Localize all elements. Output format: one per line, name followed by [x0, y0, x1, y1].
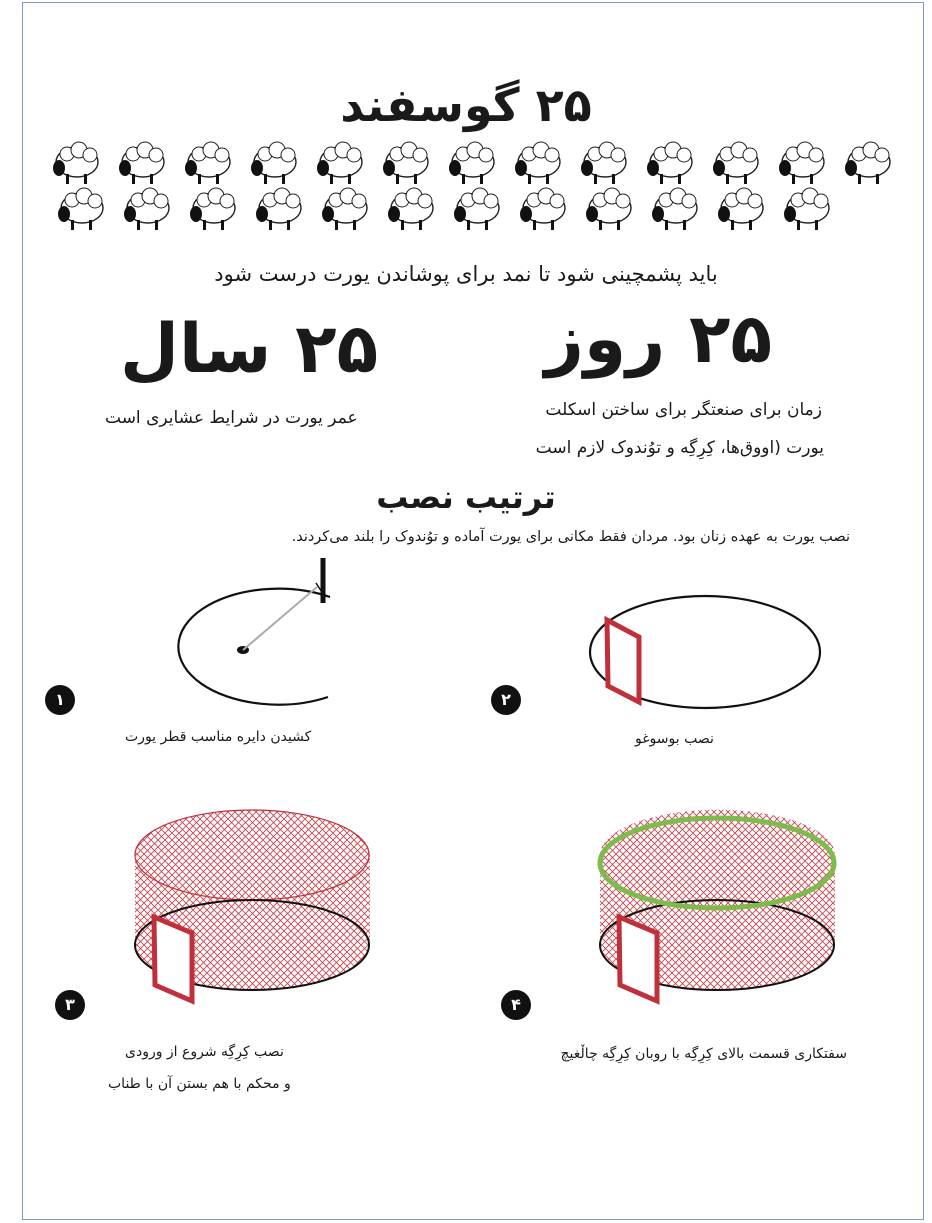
stat-years-big: ۲۵ سال — [120, 310, 379, 389]
step4-lattice-rim-diagram — [595, 805, 845, 1020]
sheep-row-top — [53, 142, 890, 184]
stat-years-line1: عمر یورت در شرایط عشایری است — [105, 408, 358, 428]
step4-caption: سفتکاری قسمت بالای کِرِگِه با روبان کِرِگِه چاڵغیچ — [560, 1046, 847, 1062]
step3-number-badge: ۳ — [55, 990, 85, 1020]
headline-sheep-count: ۲۵ گوسفند — [340, 78, 592, 132]
subheadline: باید پشمچینی شود تا نمد برای پوشاندن یورت درست شود — [214, 262, 718, 286]
step2-caption: نصب بوسوغو — [635, 731, 714, 747]
step2-number-badge: ۲ — [491, 685, 521, 715]
steps-title: ترتیب نصب — [376, 478, 556, 516]
step4-number-badge: ۴ — [501, 990, 531, 1020]
sheep-flock-illustration — [50, 140, 920, 252]
stat-days-big: ۲۵ روز — [544, 300, 772, 379]
step3-lattice-wall-diagram — [130, 805, 380, 1020]
step1-caption: کشیدن دایره مناسب قطر یورت — [125, 729, 312, 745]
stat-days-line2: یورت (اووق‌ها، کِرِگِه و توُندوک لازم است — [535, 438, 824, 458]
step3-caption-line1: نصب کِرِگِه شروع از ورودی — [125, 1044, 284, 1060]
stat-days-line1: زمان برای صنعتگر برای ساختن اسکلت — [545, 400, 822, 420]
step3-caption-line2: و محکم با هم بستن آن با طناب — [108, 1076, 291, 1092]
step1-number-badge: ۱ — [45, 685, 75, 715]
steps-description: نصب یورت به عهده زنان بود. مردان فقط مکانی برای یورت آماده و توُندوک را بلند می‌کردند. — [291, 529, 850, 545]
step2-door-frame-diagram — [585, 590, 830, 715]
step1-circle-diagram — [120, 555, 350, 720]
sheep-row-bottom — [58, 188, 829, 230]
